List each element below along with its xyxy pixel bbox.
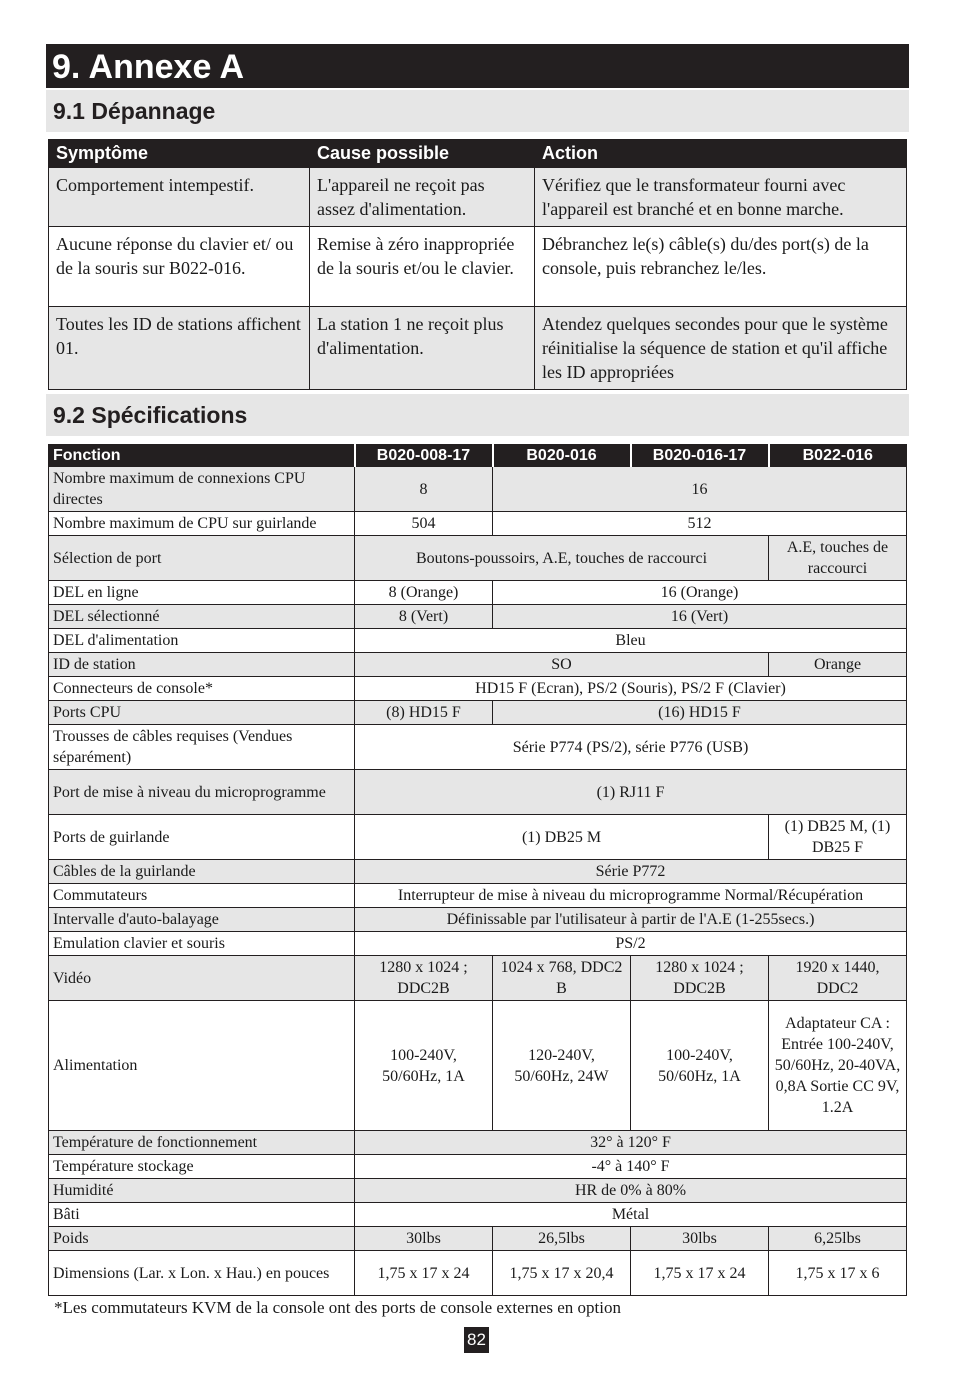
spec-label: Trousses de câbles requises (Vendues séparément) — [49, 725, 355, 770]
spec-label: Nombre maximum de connexions CPU directes — [49, 467, 355, 512]
table-cell: Remise à zéro inappropriée de la souris et/ou le clavier. — [310, 227, 535, 307]
table-row — [49, 629, 907, 653]
column-header: B020-008-17 — [355, 445, 493, 467]
spec-label: DEL en ligne — [49, 581, 355, 605]
table-cell: Toutes les ID de stations affichent 01. — [49, 307, 310, 390]
spec-value: 32° à 120° F — [355, 1131, 907, 1155]
spec-value: Série P772 — [355, 860, 907, 884]
spec-value: 1024 x 768, DDC2 B — [493, 956, 631, 1001]
spec-label: Port de mise à niveau du microprogramme — [49, 770, 355, 815]
spec-value: (8) HD15 F — [355, 701, 493, 725]
spec-value: HR de 0% à 80% — [355, 1179, 907, 1203]
table-row — [49, 512, 907, 536]
spec-label: Commutateurs — [49, 884, 355, 908]
section-header-specifications — [46, 394, 909, 436]
spec-value: 30lbs — [631, 1227, 769, 1251]
spec-label: Température de fonctionnement — [49, 1131, 355, 1155]
table-row — [49, 1131, 907, 1155]
table-row — [49, 1203, 907, 1227]
spec-table-body — [49, 467, 907, 1296]
spec-label: Nombre maximum de CPU sur guirlande — [49, 512, 355, 536]
footnote: *Les commutateurs KVM de la console ont des ports de console externes en option — [54, 1298, 622, 1317]
table-cell: Comportement intempestif. — [49, 168, 310, 227]
table-header-row — [49, 140, 907, 168]
table-row — [49, 932, 907, 956]
spec-value: PS/2 — [355, 932, 907, 956]
spec-label: Sélection de port — [49, 536, 355, 581]
spec-value: 504 — [355, 512, 493, 536]
column-header: B020-016 — [493, 445, 631, 467]
spec-value: 120-240V, 50/60Hz, 24W — [493, 1001, 631, 1131]
table-row — [49, 1155, 907, 1179]
spec-label: Température stockage — [49, 1155, 355, 1179]
page-number: 82 — [464, 1327, 489, 1353]
spec-value: 1920 x 1440, DDC2 — [769, 956, 907, 1001]
spec-value: 26,5lbs — [493, 1227, 631, 1251]
spec-value: Définissable par l'utilisateur à partir de l'A.E (1-255secs.) — [355, 908, 907, 932]
spec-value: 30lbs — [355, 1227, 493, 1251]
table-row — [49, 605, 907, 629]
spec-label: Alimentation — [49, 1001, 355, 1131]
spec-value: (1) DB25 M — [355, 815, 769, 860]
spec-label: Humidité — [49, 1179, 355, 1203]
table-row — [49, 467, 907, 512]
spec-value: 1,75 x 17 x 20,4 — [493, 1251, 631, 1296]
spec-value: 16 — [493, 467, 907, 512]
spec-label: DEL d'alimentation — [49, 629, 355, 653]
spec-label: Connecteurs de console* — [49, 677, 355, 701]
table-row — [49, 860, 907, 884]
table-row — [49, 168, 907, 227]
spec-label: Poids — [49, 1227, 355, 1251]
spec-value: Boutons-poussoirs, A.E, touches de raccourci — [355, 536, 769, 581]
table-cell: Vérifiez que le transformateur fourni avec l'appareil est branché et en bonne marche. — [535, 168, 907, 227]
spec-value: HD15 F (Ecran), PS/2 (Souris), PS/2 F (Clavier) — [355, 677, 907, 701]
column-header: B020-016-17 — [631, 445, 769, 467]
spec-label: Ports de guirlande — [49, 815, 355, 860]
section-header-depannage — [46, 90, 909, 132]
spec-value: -4° à 140° F — [355, 1155, 907, 1179]
spec-label: ID de station — [49, 653, 355, 677]
spec-value: 8 (Orange) — [355, 581, 493, 605]
spec-value: 100-240V, 50/60Hz, 1A — [355, 1001, 493, 1131]
column-header: Fonction — [49, 445, 355, 467]
spec-label: Intervalle d'auto-balayage — [49, 908, 355, 932]
page-title: 9. Annexe A — [52, 48, 245, 86]
section-title: 9.1 Dépannage — [53, 98, 216, 124]
spec-value: 16 (Orange) — [493, 581, 907, 605]
table-row — [49, 815, 907, 860]
spec-value: Bleu — [355, 629, 907, 653]
table-cell: L'appareil ne reçoit pas assez d'alimentation. — [310, 168, 535, 227]
spec-label: Ports CPU — [49, 701, 355, 725]
table-cell: Atendez quelques secondes pour que le système réinitialise la séquence de station et qu'il affiche les ID appropriées — [535, 307, 907, 390]
title-bar — [46, 44, 909, 88]
table-cell: Aucune réponse du clavier et/ ou de la souris sur B022-016. — [49, 227, 310, 307]
spec-label: Câbles de la guirlande — [49, 860, 355, 884]
table-row — [49, 956, 907, 1001]
table-row — [49, 908, 907, 932]
spec-value: Adaptateur CA : Entrée 100-240V, 50/60Hz, 20-40VA, 0,8A Sortie CC 9V, 1.2A — [769, 1001, 907, 1131]
table-row — [49, 1227, 907, 1251]
spec-label: Vidéo — [49, 956, 355, 1001]
table-row — [49, 770, 907, 815]
table-header-row — [49, 445, 907, 467]
spec-value: Série P774 (PS/2), série P776 (USB) — [355, 725, 907, 770]
table-row — [49, 581, 907, 605]
spec-label: Dimensions (Lar. x Lon. x Hau.) en pouces — [49, 1251, 355, 1296]
table-cell: Débranchez le(s) câble(s) du/des port(s) de la console, puis rebranchez le/les. — [535, 227, 907, 307]
spec-value: (1) RJ11 F — [355, 770, 907, 815]
spec-value: 1,75 x 17 x 24 — [631, 1251, 769, 1296]
table-row — [49, 307, 907, 390]
spec-label: DEL sélectionné — [49, 605, 355, 629]
spec-value: 512 — [493, 512, 907, 536]
spec-value: 1,75 x 17 x 24 — [355, 1251, 493, 1296]
table-row — [49, 653, 907, 677]
spec-value: 16 (Vert) — [493, 605, 907, 629]
spec-value: 1,75 x 17 x 6 — [769, 1251, 907, 1296]
table-row — [49, 1251, 907, 1296]
table-row — [49, 1001, 907, 1131]
spec-value: Orange — [769, 653, 907, 677]
table-row — [49, 227, 907, 307]
spec-label: Bâti — [49, 1203, 355, 1227]
spec-value: (16) HD15 F — [493, 701, 907, 725]
spec-value: 100-240V, 50/60Hz, 1A — [631, 1001, 769, 1131]
table-row — [49, 1179, 907, 1203]
spec-value: Interrupteur de mise à niveau du microprogramme Normal/Récupération — [355, 884, 907, 908]
section-title: 9.2 Spécifications — [53, 402, 248, 428]
table-row — [49, 701, 907, 725]
table-row — [49, 677, 907, 701]
spec-label: Emulation clavier et souris — [49, 932, 355, 956]
table-row — [49, 536, 907, 581]
spec-value: (1) DB25 M, (1) DB25 F — [769, 815, 907, 860]
spec-value: SO — [355, 653, 769, 677]
troubleshooting-table — [48, 139, 907, 390]
spec-value: 1280 x 1024 ; DDC2B — [355, 956, 493, 1001]
spec-value: 6,25lbs — [769, 1227, 907, 1251]
specifications-table — [48, 444, 907, 1296]
spec-value: Métal — [355, 1203, 907, 1227]
spec-value: 8 (Vert) — [355, 605, 493, 629]
table-row — [49, 884, 907, 908]
column-header: Symptôme — [49, 140, 310, 168]
table-row — [49, 725, 907, 770]
column-header: B022-016 — [769, 445, 907, 467]
spec-value: 1280 x 1024 ; DDC2B — [631, 956, 769, 1001]
spec-value: A.E, touches de raccourci — [769, 536, 907, 581]
column-header: Action — [535, 140, 907, 168]
table-cell: La station 1 ne reçoit plus d'alimentation. — [310, 307, 535, 390]
column-header: Cause possible — [310, 140, 535, 168]
spec-value: 8 — [355, 467, 493, 512]
